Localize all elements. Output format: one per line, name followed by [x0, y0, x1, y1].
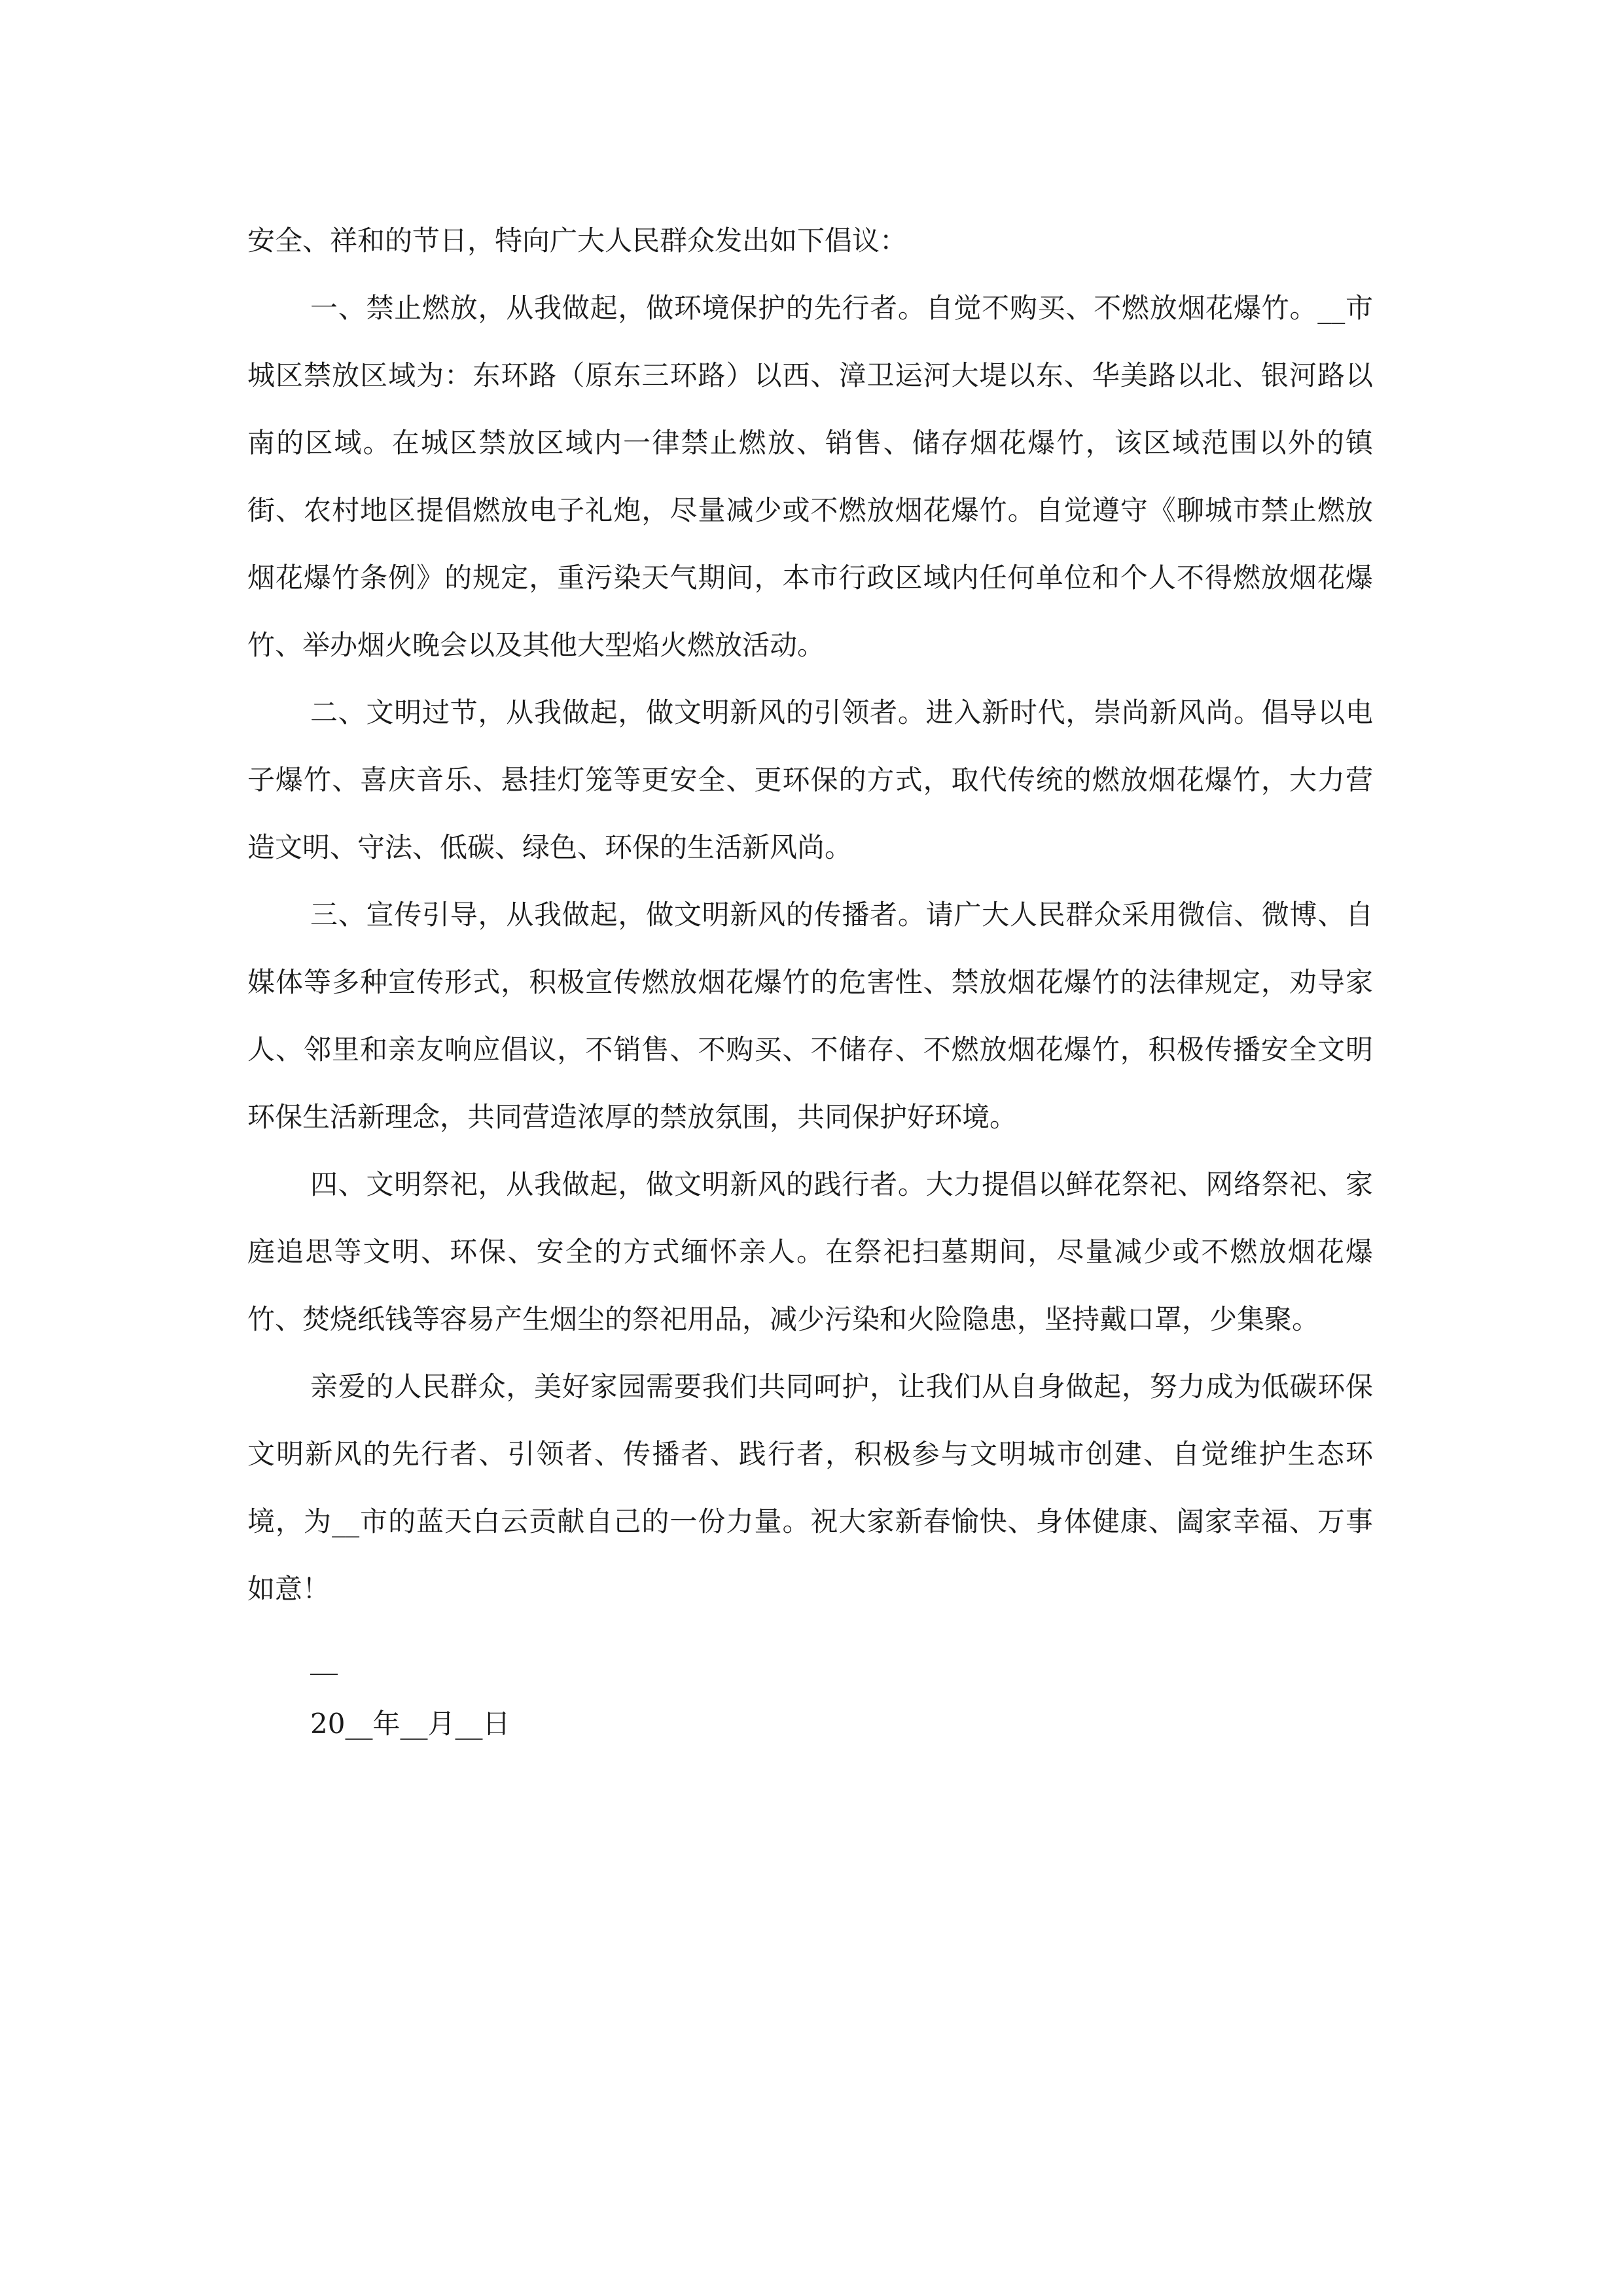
paragraph-item-1: 一、禁止燃放，从我做起，做环境保护的先行者。自觉不购买、不燃放烟花爆竹。__市城区禁放区域为：东环路（原东三环路）以西、漳卫运河大堤以东、华美路以北、银河路以南的区域。在城区禁放区域内一律禁止燃放、销售、储存烟花爆竹，该区域范围以外的镇街、农村地区提倡燃放电子礼炮，尽量减少或不燃放烟花爆竹。自觉遵守《聊城市禁止燃放烟花爆竹条例》的规定，重污染天气期间，本市行政区域内任何单位和个人不得燃放烟花爆竹、举办烟火晚会以及其他大型焰火燃放活动。 [247, 292, 1373, 661]
paragraph-item-3: 三、宣传引导，从我做起，做文明新风的传播者。请广大人民群众采用微信、微博、自媒体等多种宣传形式，积极宣传燃放烟花爆竹的危害性、禁放烟花爆竹的法律规定，劝导家人、邻里和亲友响应倡议，不销售、不购买、不储存、不燃放烟花爆竹，积极传播安全文明环保生活新理念，共同营造浓厚的禁放氛围，共同保护好环境。 [247, 899, 1373, 1133]
signature-blank: __ [310, 1642, 338, 1675]
date-line: 20__年__月__日 [310, 1708, 510, 1740]
document-body [247, 207, 1373, 1757]
paragraph-item-2: 二、文明过节，从我做起，做文明新风的引领者。进入新时代，崇尚新风尚。倡导以电子爆竹、喜庆音乐、悬挂灯笼等更安全、更环保的方式，取代传统的燃放烟花爆竹，大力营造文明、守法、低碳、绿色、环保的生活新风尚。 [247, 696, 1373, 863]
paragraph-item-4: 四、文明祭祀，从我做起，做文明新风的践行者。大力提倡以鲜花祭祀、网络祭祀、家庭追思等文明、环保、安全的方式缅怀亲人。在祭祀扫墓期间，尽量减少或不燃放烟花爆竹、焚烧纸钱等容易产生烟尘的祭祀用品，减少污染和火险隐患，坚持戴口罩，少集聚。 [247, 1168, 1373, 1335]
signature-line [247, 1623, 1373, 1690]
paragraph-intro: 安全、祥和的节日，特向广大人民群众发出如下倡议： [247, 224, 908, 257]
paragraph-closing: 亲爱的人民群众，美好家园需要我们共同呵护，让我们从自身做起，努力成为低碳环保文明新风的先行者、引领者、传播者、践行者，积极参与文明城市创建、自觉维护生态环境，为__市的蓝天白云贡献自己的一份力量。祝大家新春愉快、身体健康、阖家幸福、万事如意！ [247, 1371, 1373, 1605]
